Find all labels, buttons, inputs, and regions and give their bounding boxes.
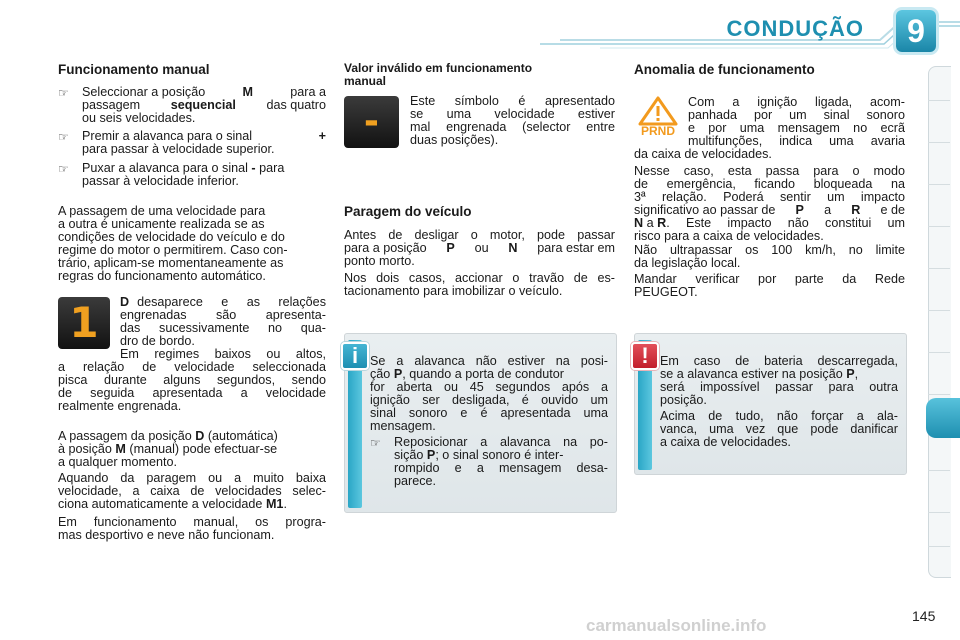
tab-divider <box>928 470 950 471</box>
paragraph-sequential: A passagem de uma velocidade para a outra é unicamente realizada se as condições de velocidade do veículo e do regime do motor o permitirem. Caso con- trário, aplicam-se momentaneamente as regras do funcionamento automático. <box>58 204 288 283</box>
tab-divider <box>928 226 950 227</box>
warning-triangle-icon <box>636 96 680 126</box>
tab-divider <box>928 142 950 143</box>
section-heading-stop: Paragem do veículo <box>344 204 472 219</box>
hand-pointer-icon: ☞ <box>58 86 69 100</box>
paragraph-dealer: Mandar verificar por parte da Rede PEUGEOT. <box>634 272 905 299</box>
warning-prnd-icon: PRND <box>636 96 680 140</box>
section-heading-manual: Funcionamento manual <box>58 62 210 77</box>
paragraph-programs: Em funcionamento manual, os progra- mas desportivo e neve não funcionam. <box>58 515 326 542</box>
chapter-title: CONDUÇÃO <box>726 16 864 41</box>
paragraph-handbrake: Nos dois casos, accionar o travão de es- tacionamento para imobilizar o veículo. <box>344 271 615 298</box>
anomaly-description-cont: da caixa de velocidades. <box>634 147 772 161</box>
invalid-gear-icon: - <box>344 96 399 148</box>
warning-text-2: Acima de tudo, não forçar a ala- vanca, uma vez que pode danificar a caixa de velocidades. <box>660 409 898 449</box>
list-item: ☞ Premir a alavanca para o sinal + para passar à velocidade superior. <box>58 129 326 156</box>
hand-pointer-icon: ☞ <box>58 130 69 144</box>
info-bullet: ☞ Reposicionar a alavanca na po- sição P; o sinal sonoro é inter- rompido e a mensagem desa- parece. <box>370 435 608 488</box>
tab-divider <box>928 546 950 547</box>
paragraph-d-to-m: A passagem da posição D (automática) à posição M (manual) pode efectuar-se a qualquer momento. <box>58 429 278 469</box>
paragraph-d-gear: D desaparece e as relações engrenadas são apresenta- das sucessivamente no qua- dro de bordo. Em regimes baixos ou altos, <box>120 295 326 361</box>
paragraph-d-gear-cont: a relação de velocidade seleccionada pisca durante alguns segundos, sendo de seguida apresentada a velocidade realmente engrenada. <box>58 360 326 413</box>
tab-divider <box>928 100 950 101</box>
list-item: ☞ Seleccionar a posição M para a passagem sequencial das quatro ou seis velocidades. <box>58 85 326 125</box>
bullet-list <box>58 86 326 192</box>
hand-pointer-icon: ☞ <box>58 162 69 176</box>
paragraph-stop: Antes de desligar o motor, pode passar para a posição P ou N para estar em ponto morto. <box>344 228 615 268</box>
warning-text: Em caso de bateria descarregada, se a alavanca estiver na posição P, será impossível passar para outra posição. <box>660 354 898 407</box>
invalid-description: Este símbolo é apresentado se uma velocidade estiver mal engrenada (selector entre duas posições). <box>410 94 615 147</box>
tab-divider <box>928 352 950 353</box>
paragraph-m1: Aquando da paragem ou a muito baixa velocidade, a caixa de velocidades selec- ciona automaticamente a velocidade M1. <box>58 471 326 511</box>
tab-divider <box>928 512 950 513</box>
page-number: 145 <box>912 608 936 624</box>
list-item: ☞ Puxar a alavanca para o sinal - para passar à velocidade inferior. <box>58 161 285 188</box>
tab-divider <box>928 394 950 395</box>
info-text: Se a alavanca não estiver na posi- ção P, quando a porta de condutor for aberta ou 45 segundos após a ignição ser desligada, é ouvido um sinal sonoro e é apresentada uma mensagem. <box>370 354 608 433</box>
tab-divider <box>928 268 950 269</box>
chapter-tab-active[interactable] <box>926 398 960 438</box>
paragraph-speed-limit: Não ultrapassar os 100 km/h, no limite da legislação local. <box>634 243 905 270</box>
hand-pointer-icon: ☞ <box>370 436 381 450</box>
tab-divider <box>928 184 950 185</box>
watermark: carmanualsonline.info <box>586 616 767 635</box>
chapter-number-badge: 9 <box>896 10 936 52</box>
paragraph-emergency: Nesse caso, esta passa para o modo de emergência, ficando bloqueada na 3ª relação. Poderá sentir um impacto significativo ao passar de P a R e de N a R . Este impacto não constitui um risco para a caixa de velocidades. <box>634 164 905 243</box>
info-icon: i <box>341 342 369 370</box>
section-heading-invalid: Valor inválido em funcionamento manual <box>344 61 533 88</box>
gear-display-icon: 1 <box>58 297 110 349</box>
section-heading-anomaly: Anomalia de funcionamento <box>634 62 815 77</box>
tab-divider <box>928 310 950 311</box>
exclamation-icon: ! <box>631 342 659 370</box>
anomaly-description: Com a ignição ligada, acom- panhada por um sinal sonoro e por uma mensagem no ecrã multifunções, indica uma avaria <box>688 95 905 148</box>
